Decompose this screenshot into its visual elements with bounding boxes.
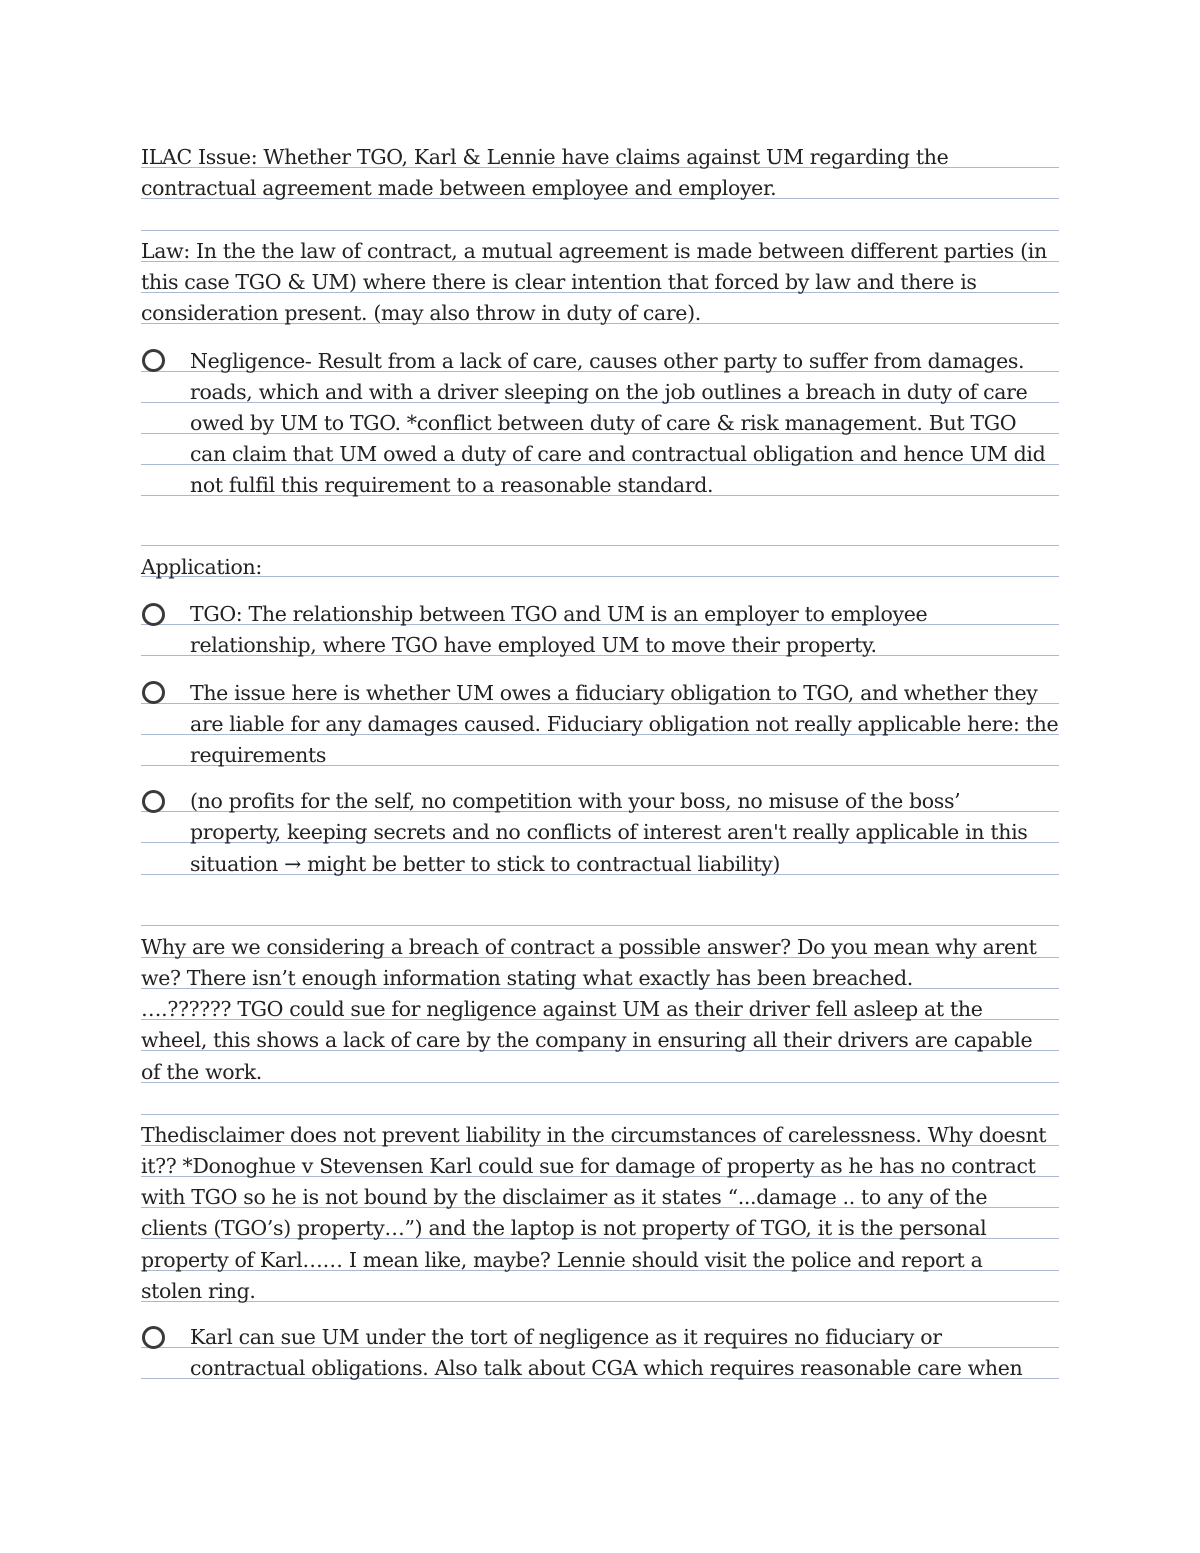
text-line: (no profits for the self, no competition with your boss, no misuse of the boss’: [190, 789, 961, 813]
rule-line: [141, 1114, 1059, 1115]
circle-bullet-icon: [142, 681, 165, 704]
circle-bullet-icon: [142, 349, 165, 372]
text-line: relationship, where TGO have employed UM to move their property.: [190, 633, 877, 657]
rule-line: [141, 545, 1059, 546]
text-line: with TGO so he is not bound by the disclaimer as it states “...damage .. to any of the: [141, 1185, 988, 1209]
circle-bullet-icon: [142, 1326, 165, 1349]
text-line: Law: In the the law of contract, a mutual agreement is made between different parties (in: [141, 239, 1047, 263]
text-line: property, keeping secrets and no conflicts of interest aren't really applicable in this: [190, 820, 1028, 844]
application-heading: Application:: [141, 555, 262, 579]
text-line: situation → might be better to stick to contractual liability): [190, 852, 780, 876]
circle-bullet-icon: [142, 603, 165, 626]
text-line: Thedisclaimer does not prevent liability in the circumstances of carelessness. Why doesnt: [141, 1123, 1047, 1147]
text-line: Negligence- Result from a lack of care, causes other party to suffer from damages.: [190, 349, 1025, 373]
text-line: requirements: [190, 743, 327, 767]
text-line: ILAC Issue: Whether TGO, Karl & Lennie have claims against UM regarding the: [141, 145, 949, 169]
text-line: we? There isn’t enough information stating what exactly has been breached.: [141, 966, 913, 990]
text-line: stolen ring.: [141, 1279, 256, 1303]
text-line: owed by UM to TGO. *conflict between duty of care & risk management. But TGO: [190, 411, 1017, 435]
text-line: this case TGO & UM) where there is clear intention that forced by law and there is: [141, 270, 977, 294]
text-line: TGO: The relationship between TGO and UM is an employer to employee: [190, 602, 928, 626]
text-line: consideration present. (may also throw in duty of care).: [141, 301, 701, 325]
rule-line: [141, 1301, 1059, 1302]
text-line: it?? *Donoghue v Stevensen Karl could sue for damage of property as he has no contract: [141, 1154, 1036, 1178]
text-line: not fulfil this requirement to a reasonable standard.: [190, 473, 714, 497]
text-line: The issue here is whether UM owes a fiduciary obligation to TGO, and whether they: [190, 681, 1038, 705]
text-line: contractual obligations. Also talk about CGA which requires reasonable care when: [190, 1356, 1023, 1380]
text-line: Karl can sue UM under the tort of negligence as it requires no fiduciary or: [190, 1325, 942, 1349]
text-line: Why are we considering a breach of contract a possible answer? Do you mean why arent: [141, 935, 1037, 959]
text-line: are liable for any damages caused. Fiduciary obligation not really applicable here: the: [190, 712, 1059, 736]
rule-line: [141, 230, 1059, 231]
text-line: contractual agreement made between employee and employer.: [141, 176, 777, 200]
text-line: of the work.: [141, 1060, 262, 1084]
text-line: wheel, this shows a lack of care by the company in ensuring all their drivers are capable: [141, 1028, 1033, 1052]
rule-line: [141, 576, 1059, 577]
rule-line: [141, 1082, 1059, 1083]
circle-bullet-icon: [142, 790, 165, 813]
text-line: ….?????? TGO could sue for negligence against UM as their driver fell asleep at the: [141, 997, 983, 1021]
text-line: can claim that UM owed a duty of care and contractual obligation and hence UM did: [190, 442, 1046, 466]
text-line: clients (TGO’s) property…”) and the laptop is not property of TGO, it is the personal: [141, 1216, 987, 1240]
rule-line: [141, 925, 1059, 926]
text-line: roads, which and with a driver sleeping on the job outlines a breach in duty of care: [190, 380, 1028, 404]
text-line: property of Karl…… I mean like, maybe? Lennie should visit the police and report a: [141, 1248, 983, 1272]
